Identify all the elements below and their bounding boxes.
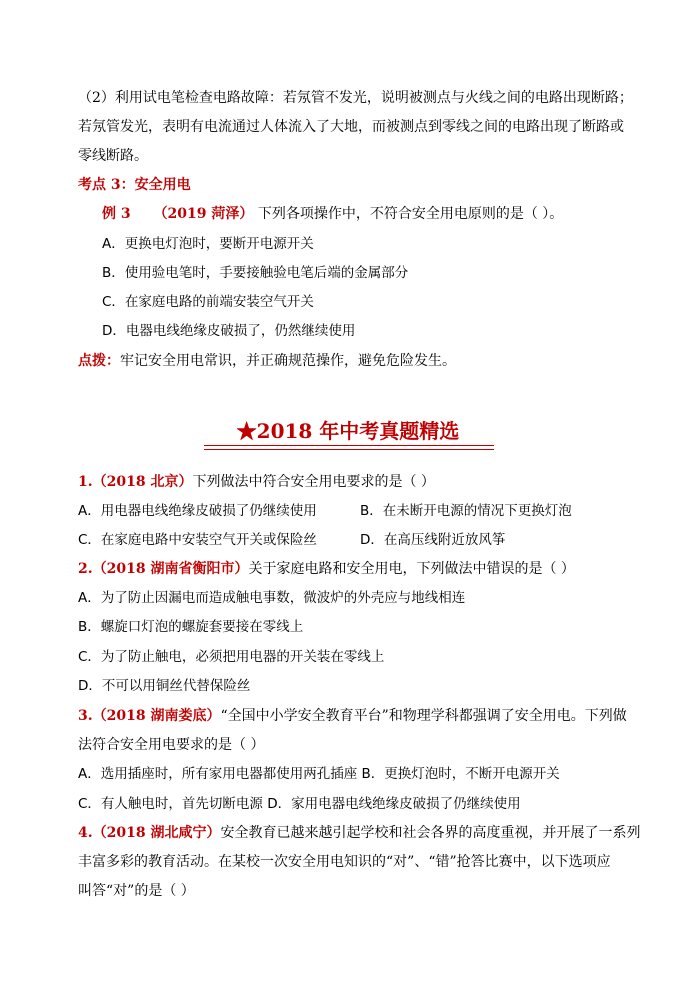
tip-label: 点拨：: [78, 353, 120, 369]
example-option-b: B．使用验电笔时，手要接触验电笔后端的金属部分: [102, 265, 409, 281]
example-option-d: D．电器电线绝缘皮破损了，仍然继续使用: [102, 323, 356, 339]
q3-question: [78, 706, 627, 726]
example-option-a: A．更换电灯泡时，要断开电源开关: [102, 236, 314, 252]
q1-option-a: A．用电器电线绝缘皮破损了仍继续使用: [78, 503, 317, 519]
q4-question: [78, 823, 640, 843]
example-tip: [78, 351, 456, 371]
q4-question-line-3: 叫答“对”的是（ ）: [78, 883, 195, 899]
q1-option-b: B．在未断开电源的情况下更换灯泡: [360, 503, 572, 519]
example-question-text: 下列各项操作中，不符合安全用电原则的是（ ）。: [257, 206, 564, 222]
example-question: [102, 204, 563, 224]
section-title-text: 2018 年中考真题精选: [256, 419, 460, 443]
q1-question: [78, 472, 435, 492]
q3-question-text-1: “全国中小学安全教育平台”和物理学科都强调了安全用电。下列做: [220, 708, 627, 724]
q4-question-text-1: 安全教育已越来越引起学校和社会各界的高度重视，并开展了一系列: [220, 825, 641, 841]
q3-question-line-2: 法符合安全用电要求的是（ ）: [78, 737, 265, 753]
intro-line-1: （2）利用试电笔检查电路故障：若氖管不发光，说明被测点与火线之间的电路出现断路；: [78, 90, 633, 106]
q2-source: （2018 湖南省衡阳市）: [92, 561, 249, 577]
q2-number: 2.: [78, 561, 93, 577]
q4-source: （2018 湖北咸宁）: [92, 825, 221, 841]
q1-question-text: 下列做法中符合安全用电要求的是（ ）: [192, 474, 435, 490]
q3-number: 3.: [78, 708, 93, 724]
q3-source: （2018 湖南娄底）: [92, 708, 221, 724]
star-icon: ★: [236, 419, 257, 443]
example-label: 例 3: [102, 206, 131, 222]
section-underline: [204, 445, 494, 446]
section-title: [0, 418, 696, 444]
q2-option-c: C．为了防止触电，必须把用电器的开关装在零线上: [78, 649, 385, 665]
kaodian-heading: 考点 3：安全用电: [78, 177, 191, 193]
q2-question: [78, 559, 575, 579]
q1-number: 1.: [78, 474, 93, 490]
example-option-c: C．在家庭电路的前端安装空气开关: [102, 294, 314, 310]
q4-question-line-2: 丰富多彩的教育活动。在某校一次安全用电知识的“对”、“错”抢答比赛中，以下选项应: [78, 854, 611, 870]
intro-line-2: 若氖管发光，表明有电流通过人体流入了大地，而被测点到零线之间的电路出现了断路或: [78, 119, 624, 135]
q1-option-c: C．在家庭电路中安装空气开关或保险丝: [78, 532, 317, 548]
q2-option-a: A．为了防止因漏电而造成触电事数，微波炉的外壳应与地线相连: [78, 590, 466, 606]
q3-options-row-2: C．有人触电时，首先切断电源 D．家用电器电线绝缘皮破损了仍继续使用: [78, 796, 521, 812]
q3-options-row-1: A．选用插座时，所有家用电器都使用两孔插座 B．更换灯泡时，不断开电源开关: [78, 766, 560, 782]
q1-source: （2018 北京）: [92, 474, 193, 490]
section-underline-thin: [204, 449, 494, 450]
q4-number: 4.: [78, 825, 93, 841]
intro-line-3: 零线断路。: [78, 148, 148, 164]
q2-question-text: 关于家庭电路和安全用电，下列做法中错误的是（ ）: [248, 561, 575, 577]
tip-text: 牢记安全用电常识，并正确规范操作，避免危险发生。: [120, 353, 456, 369]
q1-option-d: D．在高压线附近放风筝: [360, 532, 506, 548]
q2-option-d: D．不可以用铜丝代替保险丝: [78, 678, 251, 694]
example-source: （2019 菏泽）: [153, 206, 254, 222]
q2-option-b: B．螺旋口灯泡的螺旋套要接在零线上: [78, 619, 304, 635]
